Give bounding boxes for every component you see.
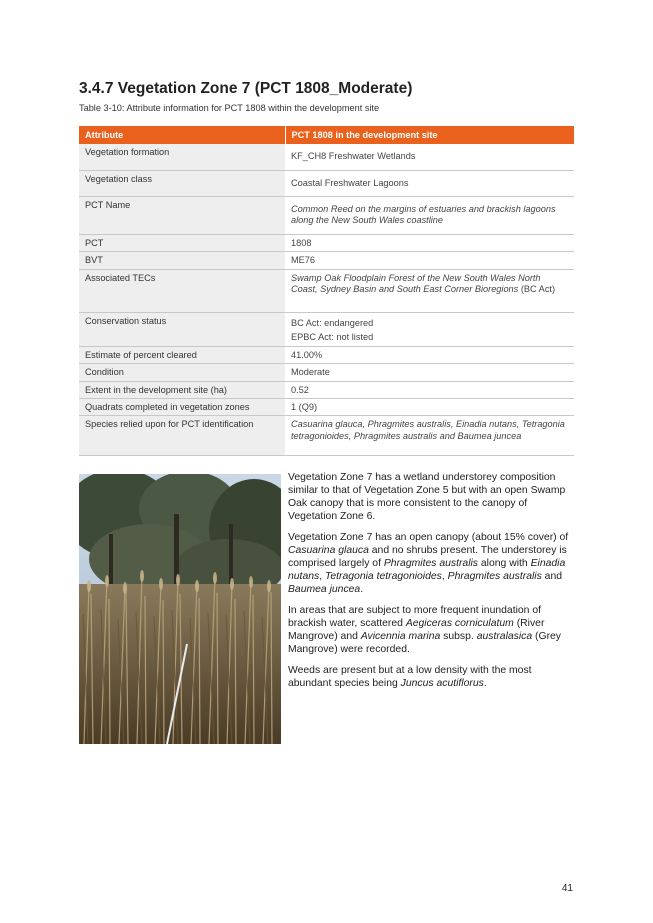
table-row xyxy=(79,381,574,398)
column-header-attribute: Attribute xyxy=(79,126,285,144)
table-row xyxy=(79,234,574,251)
species-name: Aegiceras corniculatum xyxy=(405,618,514,629)
text-span: (Grey Mangrove) were recorded. xyxy=(288,631,562,655)
row-label: Conservation status xyxy=(79,312,285,346)
row-label: PCT xyxy=(79,234,285,251)
row-value: 41.00% xyxy=(285,346,574,363)
paragraph xyxy=(288,604,574,656)
zone-description xyxy=(288,471,574,698)
species-name: Phragmites australis xyxy=(447,571,542,582)
row-label: Vegetation class xyxy=(79,170,285,196)
row-label: Associated TECs xyxy=(79,269,285,312)
row-value: Common Reed on the margins of estuaries and brackish lagoons along the New South Wales coastline xyxy=(285,196,574,234)
text-span: Weeds are present but at a low density with the most abundant species being xyxy=(288,665,532,689)
table-row xyxy=(79,364,574,381)
paragraph xyxy=(288,531,574,596)
text-span: and xyxy=(541,571,563,582)
tec-name: Swamp Oak Floodplain Forest of the New South Wales North Coast, Sydney Basin and South East Corner Bioregions xyxy=(291,272,541,295)
row-label: BVT xyxy=(79,252,285,269)
species-name: Tetragonia tetragonioides xyxy=(324,571,442,582)
species-name: Phragmites australis xyxy=(383,558,479,569)
row-label: Quadrats completed in vegetation zones xyxy=(79,398,285,415)
tec-act: (BC Act) xyxy=(518,284,556,295)
row-value: Casuarina glauca, Phragmites australis, Einadia nutans, Tetragonia tetragonioides, Phragmites australis and Baumea juncea xyxy=(285,416,574,456)
table-row xyxy=(79,416,574,456)
paragraph: Vegetation Zone 7 has a wetland understorey composition similar to that of Vegetation Zone 5 but with an open Swamp Oak canopy that is more consistent to the canopy of Vegetation Zone 6. xyxy=(288,472,566,522)
row-value xyxy=(285,312,574,346)
text-span: In areas that are subject to more frequent inundation of brackish water, scattered xyxy=(288,605,541,629)
bc-status: BC Act: endangered xyxy=(291,317,374,328)
table-row xyxy=(79,144,574,170)
text-span: . xyxy=(360,584,364,595)
row-label: PCT Name xyxy=(79,196,285,234)
table-row xyxy=(79,252,574,269)
text-span: subsp. xyxy=(440,631,477,642)
text-span: . xyxy=(483,678,487,689)
paragraph xyxy=(288,664,574,690)
species-name: australasica xyxy=(476,631,533,642)
species-name: Einadia nutans xyxy=(288,558,566,582)
text-span: Vegetation Zone 7 has an open canopy (about 15% cover) of xyxy=(288,532,569,543)
row-value: 0.52 xyxy=(285,381,574,398)
row-value: Moderate xyxy=(285,364,574,381)
text-span: along with xyxy=(478,558,531,569)
page-number: 41 xyxy=(561,883,573,894)
row-value: ME76 xyxy=(285,252,574,269)
row-value: 1 (Q9) xyxy=(285,398,574,415)
species-name: Baumea juncea xyxy=(288,584,361,595)
row-label: Extent in the development site (ha) xyxy=(79,381,285,398)
row-value: 1808 xyxy=(285,234,574,251)
reed-wetland-photo xyxy=(79,474,281,744)
species-name: Casuarina glauca xyxy=(288,545,369,556)
row-label: Species relied upon for PCT identification xyxy=(79,416,285,456)
column-header-pct: PCT 1808 in the development site xyxy=(285,126,574,144)
table-row xyxy=(79,196,574,234)
row-label: Estimate of percent cleared xyxy=(79,346,285,363)
row-value: KF_CH8 Freshwater Wetlands xyxy=(285,144,574,170)
row-value xyxy=(285,269,574,312)
table-row xyxy=(79,346,574,363)
table-row xyxy=(79,312,574,346)
row-value: Coastal Freshwater Lagoons xyxy=(285,170,574,196)
table-caption: Table 3-10: Attribute information for PCT 1808 within the development site xyxy=(79,103,380,113)
table-row xyxy=(79,269,574,312)
table-row xyxy=(79,170,574,196)
row-label: Condition xyxy=(79,364,285,381)
text-span: , xyxy=(441,571,448,582)
text-span: , xyxy=(319,571,325,582)
table-header-row xyxy=(79,126,574,144)
text-span: (River Mangrove) and xyxy=(288,618,545,642)
table-row xyxy=(79,398,574,415)
row-label: Vegetation formation xyxy=(79,144,285,170)
epbc-status: EPBC Act: not listed xyxy=(291,331,374,342)
attribute-table xyxy=(79,126,574,456)
text-span: and no shrubs present. The understorey is comprised largely of xyxy=(288,545,567,569)
species-name: Juncus acutiflorus xyxy=(400,678,484,689)
section-heading: 3.4.7 Vegetation Zone 7 (PCT 1808_Moderate) xyxy=(79,80,413,97)
species-name: Avicennia marina xyxy=(360,631,441,642)
vegetation-zone-photo xyxy=(79,474,281,744)
